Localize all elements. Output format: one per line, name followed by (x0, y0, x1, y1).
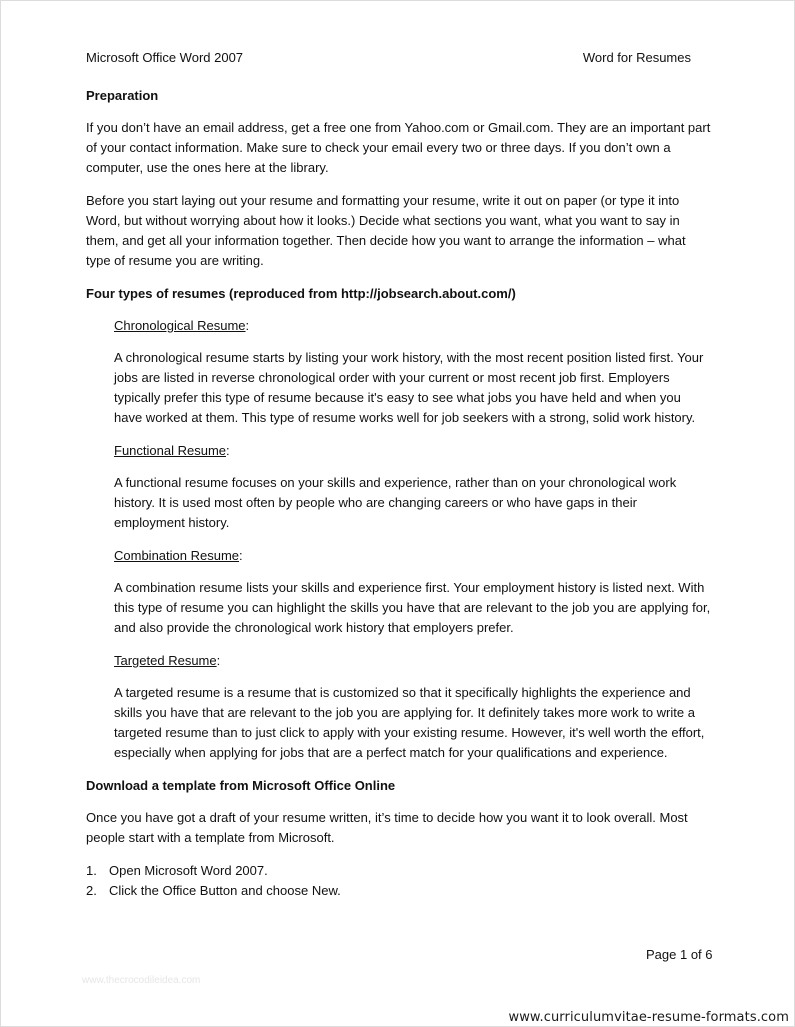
chronological-resume-title: Chronological Resume: (114, 318, 250, 333)
list-item (86, 861, 711, 881)
step-text: Click the Office Button and choose New. (109, 883, 341, 898)
step-number: 1. (86, 863, 97, 878)
step-number: 2. (86, 883, 97, 898)
targeted-resume-label: Targeted Resume (114, 653, 217, 668)
functional-resume-label: Functional Resume (114, 443, 226, 458)
combination-resume-title: Combination Resume: (114, 548, 243, 563)
header-left: Microsoft Office Word 2007 (86, 50, 244, 65)
preparation-heading: Preparation (86, 88, 159, 103)
chronological-resume-label: Chronological Resume (114, 318, 246, 333)
combination-resume-label: Combination Resume (114, 548, 240, 563)
steps-list (86, 861, 711, 901)
page-header (86, 49, 691, 66)
list-item (86, 881, 711, 901)
faint-watermark: www.thecrocodileidea.com (82, 975, 201, 986)
site-watermark: www.curriculumvitae-resume-formats.com (508, 1010, 789, 1025)
targeted-resume-text: A targeted resume is a resume that is customized so that it specifically highlights the experience and skills you have that are relevant to the job you are applying for. It definitely takes more work to write a targeted resume than to just click to apply with your existing resume. However, it's well worth the effort, especially when applying for jobs that are a perfect match for your qualifications and experience. (114, 685, 705, 760)
chronological-resume-text: A chronological resume starts by listing your work history, with the most recent position listed first. Your jobs are listed in reverse chronological order with your current or most recent job first. Employers typically prefer this type of resume because it's easy to see what jobs you have held and when you have worked at them. This type of resume works well for job seekers with a strong, solid work history. (114, 350, 704, 425)
preparation-paragraph-2: Before you start laying out your resume and formatting your resume, write it out on paper (or type it into Word, but without worrying about how it looks.) Decide what sections you want, what you want to say in them, and get all your information together. Then decide how you want to arrange the information – what type of resume you are writing. (86, 193, 686, 268)
preparation-paragraph-1: If you don’t have an email address, get a free one from Yahoo.com or Gmail.com. They are an important part of your contact information. Make sure to check your email every two or three days. If you don’t own a computer, use the ones here at the library. (86, 120, 711, 175)
targeted-resume-title: Targeted Resume: (114, 653, 221, 668)
step-text: Open Microsoft Word 2007. (109, 863, 268, 878)
functional-resume-title: Functional Resume: (114, 443, 230, 458)
functional-resume-text: A functional resume focuses on your skills and experience, rather than on your chronological work history. It is used most often by people who are changing careers or who have gaps in their employment history. (114, 475, 677, 530)
page-number: Page 1 of 6 (646, 947, 713, 962)
header-right: Word for Resumes (582, 50, 691, 65)
document-body (86, 86, 711, 901)
resume-types-heading: Four types of resumes (reproduced from http://jobsearch.about.com/) (86, 286, 516, 301)
download-paragraph: Once you have got a draft of your resume written, it’s time to decide how you want it to look overall. Most people start with a template from Microsoft. (86, 810, 688, 845)
combination-resume-text: A combination resume lists your skills and experience first. Your employment history is listed next. With this type of resume you can highlight the skills you have that are relevant to the job you are applying for, and also provide the chronological work history that employers prefer. (114, 580, 711, 635)
download-heading: Download a template from Microsoft Office Online (86, 778, 396, 793)
